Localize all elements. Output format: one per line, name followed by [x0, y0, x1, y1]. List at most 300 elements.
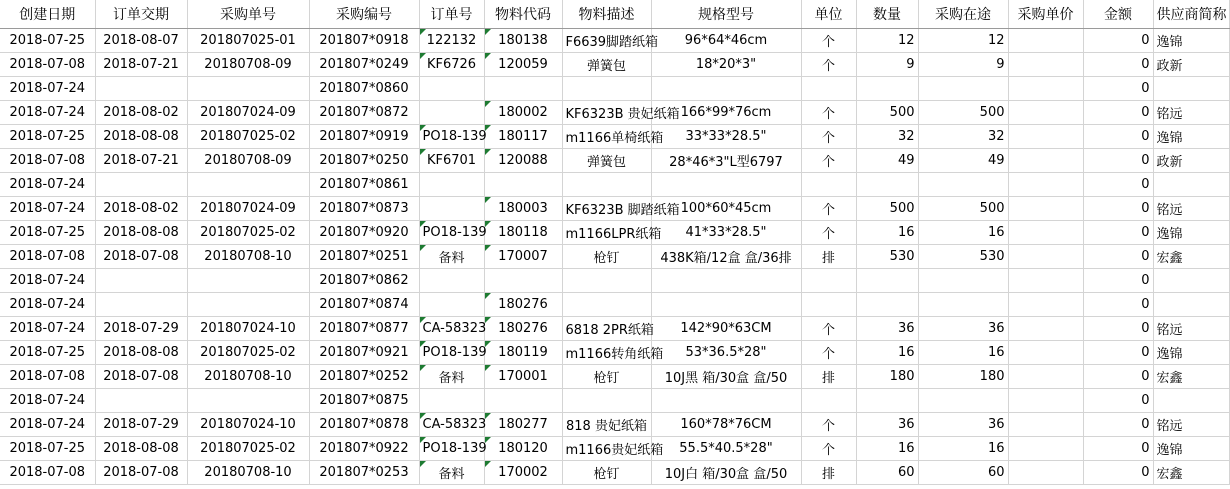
cell-quantity[interactable]: 530	[856, 244, 918, 268]
cell-order-number[interactable]: 备料	[419, 244, 484, 268]
cell-in-transit[interactable]	[918, 388, 1008, 412]
cell-order-number[interactable]: KF6726	[419, 52, 484, 76]
cell-unit[interactable]: 个	[801, 100, 856, 124]
cell-created-date[interactable]: 2018-07-25	[0, 28, 95, 52]
table-row	[0, 28, 1229, 52]
cell-po-code[interactable]: 201807*0873	[309, 196, 419, 220]
cell-po-code[interactable]: 201807*0860	[309, 76, 419, 100]
table-row	[0, 52, 1229, 76]
cell-po-code[interactable]: 201807*0875	[309, 388, 419, 412]
cell-material-desc[interactable]: 枪钉	[562, 364, 651, 388]
cell-due-date[interactable]	[95, 268, 187, 292]
cell-material-code[interactable]: 180138	[484, 28, 562, 52]
cell-supplier[interactable]: 宏鑫	[1153, 244, 1229, 268]
cell-supplier[interactable]: 宏鑫	[1153, 364, 1229, 388]
cell-material-code[interactable]: 180276	[484, 316, 562, 340]
cell-spec[interactable]	[651, 388, 801, 412]
cell-amount[interactable]: 0	[1083, 316, 1153, 340]
cell-material-desc[interactable]: F6639脚踏纸箱	[562, 28, 651, 52]
cell-po-code[interactable]: 201807*0920	[309, 220, 419, 244]
table-row	[0, 388, 1229, 412]
cell-unit-price[interactable]	[1008, 148, 1083, 172]
cell-created-date[interactable]: 2018-07-25	[0, 340, 95, 364]
cell-in-transit[interactable]: 49	[918, 148, 1008, 172]
cell-due-date[interactable]: 2018-08-08	[95, 124, 187, 148]
cell-supplier[interactable]	[1153, 268, 1229, 292]
cell-in-transit[interactable]: 32	[918, 124, 1008, 148]
cell-po-code[interactable]: 201807*0919	[309, 124, 419, 148]
cell-due-date[interactable]: 2018-08-02	[95, 196, 187, 220]
cell-order-number[interactable]: 122132	[419, 28, 484, 52]
cell-supplier[interactable]: 逸锦	[1153, 220, 1229, 244]
cell-created-date[interactable]: 2018-07-24	[0, 412, 95, 436]
cell-po-code[interactable]: 201807*0921	[309, 340, 419, 364]
cell-quantity[interactable]	[856, 388, 918, 412]
cell-material-desc[interactable]: m1166转角纸箱	[562, 340, 651, 364]
cell-in-transit[interactable]: 60	[918, 460, 1008, 484]
cell-unit-price[interactable]	[1008, 100, 1083, 124]
header-unit-price[interactable]: 采购单价	[1008, 0, 1083, 28]
cell-material-code[interactable]: 180277	[484, 412, 562, 436]
cell-amount[interactable]: 0	[1083, 148, 1153, 172]
cell-po-number[interactable]	[187, 292, 309, 316]
cell-created-date[interactable]: 2018-07-25	[0, 436, 95, 460]
cell-due-date[interactable]	[95, 76, 187, 100]
cell-amount[interactable]: 0	[1083, 340, 1153, 364]
cell-in-transit[interactable]	[918, 76, 1008, 100]
cell-order-number[interactable]: PO18-139	[419, 340, 484, 364]
cell-po-number[interactable]	[187, 388, 309, 412]
cell-unit[interactable]: 个	[801, 316, 856, 340]
cell-unit-price[interactable]	[1008, 460, 1083, 484]
cell-material-code[interactable]	[484, 76, 562, 100]
cell-material-code[interactable]: 120088	[484, 148, 562, 172]
cell-po-code[interactable]: 201807*0862	[309, 268, 419, 292]
cell-quantity[interactable]	[856, 172, 918, 196]
cell-quantity[interactable]: 49	[856, 148, 918, 172]
cell-material-desc[interactable]: m1166单椅纸箱	[562, 124, 651, 148]
cell-po-code[interactable]: 201807*0878	[309, 412, 419, 436]
cell-po-code[interactable]: 201807*0874	[309, 292, 419, 316]
cell-supplier[interactable]: 政新	[1153, 148, 1229, 172]
header-spec[interactable]: 规格型号	[651, 0, 801, 28]
cell-due-date[interactable]: 2018-07-08	[95, 364, 187, 388]
cell-order-number[interactable]: PO18-139	[419, 220, 484, 244]
cell-supplier[interactable]: 逸锦	[1153, 124, 1229, 148]
cell-po-number[interactable]: 201807024-09	[187, 100, 309, 124]
cell-material-code[interactable]: 180276	[484, 292, 562, 316]
cell-material-code[interactable]	[484, 268, 562, 292]
table-row	[0, 340, 1229, 364]
cell-order-number[interactable]: CA-58323	[419, 412, 484, 436]
cell-in-transit[interactable]: 12	[918, 28, 1008, 52]
cell-unit[interactable]: 个	[801, 412, 856, 436]
cell-in-transit[interactable]: 36	[918, 316, 1008, 340]
cell-material-desc[interactable]: 枪钉	[562, 244, 651, 268]
cell-quantity[interactable]: 16	[856, 436, 918, 460]
cell-created-date[interactable]: 2018-07-24	[0, 292, 95, 316]
cell-spec[interactable]: 53*36.5*28"	[651, 340, 801, 364]
cell-supplier[interactable]: 逸锦	[1153, 340, 1229, 364]
cell-unit-price[interactable]	[1008, 268, 1083, 292]
cell-spec[interactable]: 10J黑 箱/30盒 盒/50	[651, 364, 801, 388]
cell-material-desc[interactable]	[562, 292, 651, 316]
cell-material-desc[interactable]	[562, 172, 651, 196]
cell-unit-price[interactable]	[1008, 388, 1083, 412]
cell-spec[interactable]: 96*64*46cm	[651, 28, 801, 52]
cell-due-date[interactable]: 2018-08-07	[95, 28, 187, 52]
cell-created-date[interactable]: 2018-07-08	[0, 244, 95, 268]
cell-created-date[interactable]: 2018-07-24	[0, 76, 95, 100]
cell-po-number[interactable]: 201807025-02	[187, 340, 309, 364]
header-supplier[interactable]: 供应商简称	[1153, 0, 1229, 28]
cell-spec[interactable]: 33*33*28.5"	[651, 124, 801, 148]
table-row	[0, 76, 1229, 100]
cell-created-date[interactable]: 2018-07-24	[0, 268, 95, 292]
cell-supplier[interactable]: 政新	[1153, 52, 1229, 76]
table-row	[0, 244, 1229, 268]
cell-unit-price[interactable]	[1008, 220, 1083, 244]
header-amount[interactable]: 金额	[1083, 0, 1153, 28]
cell-unit[interactable]	[801, 172, 856, 196]
cell-in-transit[interactable]	[918, 268, 1008, 292]
cell-unit[interactable]	[801, 292, 856, 316]
cell-in-transit[interactable]	[918, 292, 1008, 316]
cell-order-number[interactable]	[419, 76, 484, 100]
cell-supplier[interactable]: 铭远	[1153, 196, 1229, 220]
cell-in-transit[interactable]: 16	[918, 220, 1008, 244]
cell-in-transit[interactable]	[918, 172, 1008, 196]
cell-amount[interactable]: 0	[1083, 388, 1153, 412]
cell-due-date[interactable]: 2018-07-08	[95, 460, 187, 484]
cell-spec[interactable]: 438K箱/12盒 盒/36排	[651, 244, 801, 268]
header-material-code[interactable]: 物料代码	[484, 0, 562, 28]
cell-unit-price[interactable]	[1008, 172, 1083, 196]
cell-order-number[interactable]	[419, 100, 484, 124]
cell-unit-price[interactable]	[1008, 412, 1083, 436]
cell-po-number[interactable]	[187, 268, 309, 292]
cell-material-desc[interactable]: KF6323B 脚踏纸箱	[562, 196, 651, 220]
header-row	[0, 0, 1229, 28]
cell-amount[interactable]: 0	[1083, 364, 1153, 388]
cell-unit-price[interactable]	[1008, 244, 1083, 268]
cell-order-number[interactable]	[419, 388, 484, 412]
cell-po-code[interactable]: 201807*0251	[309, 244, 419, 268]
cell-amount[interactable]: 0	[1083, 436, 1153, 460]
cell-unit[interactable]: 排	[801, 244, 856, 268]
table-row	[0, 220, 1229, 244]
cell-unit[interactable]: 排	[801, 364, 856, 388]
cell-order-number[interactable]: 备料	[419, 460, 484, 484]
cell-order-number[interactable]: 备料	[419, 364, 484, 388]
cell-spec[interactable]	[651, 172, 801, 196]
table-row	[0, 364, 1229, 388]
cell-unit[interactable]: 个	[801, 148, 856, 172]
cell-supplier[interactable]: 铭远	[1153, 100, 1229, 124]
header-unit[interactable]: 单位	[801, 0, 856, 28]
cell-po-number[interactable]: 201807025-01	[187, 28, 309, 52]
cell-supplier[interactable]	[1153, 76, 1229, 100]
cell-amount[interactable]: 0	[1083, 172, 1153, 196]
cell-supplier[interactable]	[1153, 172, 1229, 196]
cell-quantity[interactable]	[856, 292, 918, 316]
cell-po-number[interactable]: 20180708-09	[187, 52, 309, 76]
cell-created-date[interactable]: 2018-07-24	[0, 172, 95, 196]
cell-unit[interactable]: 个	[801, 52, 856, 76]
cell-unit-price[interactable]	[1008, 52, 1083, 76]
cell-material-desc[interactable]	[562, 76, 651, 100]
cell-quantity[interactable]: 16	[856, 340, 918, 364]
cell-unit-price[interactable]	[1008, 436, 1083, 460]
cell-unit[interactable]: 个	[801, 28, 856, 52]
cell-order-number[interactable]	[419, 172, 484, 196]
cell-material-desc[interactable]: m1166LPR纸箱	[562, 220, 651, 244]
cell-po-number[interactable]: 201807025-02	[187, 436, 309, 460]
cell-supplier[interactable]: 逸锦	[1153, 28, 1229, 52]
cell-amount[interactable]: 0	[1083, 196, 1153, 220]
cell-po-code[interactable]: 201807*0918	[309, 28, 419, 52]
cell-unit-price[interactable]	[1008, 124, 1083, 148]
cell-supplier[interactable]: 逸锦	[1153, 436, 1229, 460]
cell-po-number[interactable]: 201807025-02	[187, 220, 309, 244]
cell-po-code[interactable]: 201807*0249	[309, 52, 419, 76]
cell-created-date[interactable]: 2018-07-24	[0, 196, 95, 220]
cell-unit-price[interactable]	[1008, 340, 1083, 364]
cell-amount[interactable]: 0	[1083, 244, 1153, 268]
cell-amount[interactable]: 0	[1083, 124, 1153, 148]
cell-quantity[interactable]: 500	[856, 196, 918, 220]
cell-quantity[interactable]: 36	[856, 412, 918, 436]
cell-po-number[interactable]: 20180708-10	[187, 244, 309, 268]
cell-unit[interactable]: 个	[801, 340, 856, 364]
header-order-number[interactable]: 订单号	[419, 0, 484, 28]
cell-due-date[interactable]: 2018-07-29	[95, 412, 187, 436]
cell-material-code[interactable]: 180117	[484, 124, 562, 148]
cell-due-date[interactable]	[95, 388, 187, 412]
cell-quantity[interactable]	[856, 268, 918, 292]
cell-order-number[interactable]	[419, 292, 484, 316]
cell-spec[interactable]: 166*99*76cm	[651, 100, 801, 124]
cell-spec[interactable]	[651, 76, 801, 100]
cell-material-desc[interactable]: m1166贵妃纸箱	[562, 436, 651, 460]
cell-quantity[interactable]: 16	[856, 220, 918, 244]
cell-in-transit[interactable]: 180	[918, 364, 1008, 388]
cell-material-code[interactable]: 170001	[484, 364, 562, 388]
cell-unit[interactable]	[801, 76, 856, 100]
cell-material-code[interactable]: 180003	[484, 196, 562, 220]
cell-amount[interactable]: 0	[1083, 100, 1153, 124]
cell-order-number[interactable]: PO18-139	[419, 436, 484, 460]
cell-po-number[interactable]	[187, 172, 309, 196]
cell-amount[interactable]: 0	[1083, 28, 1153, 52]
cell-in-transit[interactable]: 16	[918, 436, 1008, 460]
header-in-transit[interactable]: 采购在途	[918, 0, 1008, 28]
cell-unit-price[interactable]	[1008, 292, 1083, 316]
cell-material-desc[interactable]: 818 贵妃纸箱	[562, 412, 651, 436]
cell-unit[interactable]: 个	[801, 196, 856, 220]
cell-po-number[interactable]: 20180708-10	[187, 364, 309, 388]
cell-material-desc[interactable]: 弹簧包	[562, 52, 651, 76]
cell-unit-price[interactable]	[1008, 28, 1083, 52]
cell-order-number[interactable]	[419, 268, 484, 292]
cell-material-desc[interactable]: 6818 2PR纸箱	[562, 316, 651, 340]
cell-order-number[interactable]: CA-58323	[419, 316, 484, 340]
cell-in-transit[interactable]: 500	[918, 196, 1008, 220]
cell-spec[interactable]: 100*60*45cm	[651, 196, 801, 220]
cell-spec[interactable]	[651, 268, 801, 292]
cell-amount[interactable]: 0	[1083, 76, 1153, 100]
cell-po-number[interactable]: 201807024-09	[187, 196, 309, 220]
cell-spec[interactable]: 142*90*63CM	[651, 316, 801, 340]
cell-spec[interactable]: 28*46*3"L型6797	[651, 148, 801, 172]
table-row	[0, 460, 1229, 484]
cell-created-date[interactable]: 2018-07-24	[0, 316, 95, 340]
cell-po-code[interactable]: 201807*0253	[309, 460, 419, 484]
cell-material-desc[interactable]: KF6323B 贵妃纸箱	[562, 100, 651, 124]
header-quantity[interactable]: 数量	[856, 0, 918, 28]
cell-supplier[interactable]: 铭远	[1153, 316, 1229, 340]
cell-material-code[interactable]: 180120	[484, 436, 562, 460]
cell-material-desc[interactable]	[562, 388, 651, 412]
cell-spec[interactable]: 10J白 箱/30盒 盒/50	[651, 460, 801, 484]
cell-material-code[interactable]: 170007	[484, 244, 562, 268]
cell-amount[interactable]: 0	[1083, 220, 1153, 244]
cell-material-code[interactable]: 170002	[484, 460, 562, 484]
cell-quantity[interactable]: 12	[856, 28, 918, 52]
cell-unit-price[interactable]	[1008, 364, 1083, 388]
cell-created-date[interactable]: 2018-07-25	[0, 124, 95, 148]
cell-quantity[interactable]: 180	[856, 364, 918, 388]
cell-due-date[interactable]: 2018-08-08	[95, 340, 187, 364]
cell-in-transit[interactable]: 36	[918, 412, 1008, 436]
cell-material-desc[interactable]: 弹簧包	[562, 148, 651, 172]
cell-supplier[interactable]	[1153, 388, 1229, 412]
cell-in-transit[interactable]: 500	[918, 100, 1008, 124]
cell-unit[interactable]: 排	[801, 460, 856, 484]
cell-po-code[interactable]: 201807*0861	[309, 172, 419, 196]
cell-due-date[interactable]: 2018-08-02	[95, 100, 187, 124]
cell-due-date[interactable]: 2018-07-21	[95, 148, 187, 172]
cell-material-code[interactable]: 120059	[484, 52, 562, 76]
cell-material-desc[interactable]	[562, 268, 651, 292]
cell-order-number[interactable]: PO18-139	[419, 124, 484, 148]
table-body	[0, 28, 1229, 484]
cell-amount[interactable]: 0	[1083, 412, 1153, 436]
cell-unit[interactable]: 个	[801, 436, 856, 460]
cell-po-code[interactable]: 201807*0922	[309, 436, 419, 460]
cell-unit[interactable]	[801, 388, 856, 412]
cell-supplier[interactable]: 宏鑫	[1153, 460, 1229, 484]
cell-created-date[interactable]: 2018-07-25	[0, 220, 95, 244]
cell-amount[interactable]: 0	[1083, 52, 1153, 76]
table-row	[0, 316, 1229, 340]
cell-material-desc[interactable]: 枪钉	[562, 460, 651, 484]
cell-unit[interactable]	[801, 268, 856, 292]
table-row	[0, 412, 1229, 436]
cell-spec[interactable]: 160*78*76CM	[651, 412, 801, 436]
cell-due-date[interactable]: 2018-07-08	[95, 244, 187, 268]
cell-material-code[interactable]: 180119	[484, 340, 562, 364]
cell-po-number[interactable]: 201807025-02	[187, 124, 309, 148]
cell-created-date[interactable]: 2018-07-24	[0, 100, 95, 124]
cell-due-date[interactable]: 2018-07-21	[95, 52, 187, 76]
cell-created-date[interactable]: 2018-07-08	[0, 460, 95, 484]
cell-po-code[interactable]: 201807*0250	[309, 148, 419, 172]
cell-supplier[interactable]: 铭远	[1153, 412, 1229, 436]
cell-spec[interactable]	[651, 292, 801, 316]
cell-po-code[interactable]: 201807*0252	[309, 364, 419, 388]
header-material-desc[interactable]: 物料描述	[562, 0, 651, 28]
header-due-date[interactable]: 订单交期	[95, 0, 187, 28]
cell-material-code[interactable]: 180118	[484, 220, 562, 244]
cell-due-date[interactable]: 2018-07-29	[95, 316, 187, 340]
cell-in-transit[interactable]: 530	[918, 244, 1008, 268]
table-row	[0, 196, 1229, 220]
cell-po-code[interactable]: 201807*0877	[309, 316, 419, 340]
table-row	[0, 268, 1229, 292]
cell-supplier[interactable]	[1153, 292, 1229, 316]
table-row	[0, 148, 1229, 172]
cell-material-code[interactable]	[484, 388, 562, 412]
cell-quantity[interactable]: 32	[856, 124, 918, 148]
cell-po-number[interactable]: 20180708-09	[187, 148, 309, 172]
cell-unit-price[interactable]	[1008, 196, 1083, 220]
cell-unit-price[interactable]	[1008, 316, 1083, 340]
cell-spec[interactable]: 55.5*40.5*28"	[651, 436, 801, 460]
cell-order-number[interactable]: KF6701	[419, 148, 484, 172]
table-row	[0, 172, 1229, 196]
cell-spec[interactable]: 18*20*3"	[651, 52, 801, 76]
cell-created-date[interactable]: 2018-07-24	[0, 388, 95, 412]
cell-quantity[interactable]: 9	[856, 52, 918, 76]
cell-created-date[interactable]: 2018-07-08	[0, 52, 95, 76]
cell-quantity[interactable]: 60	[856, 460, 918, 484]
cell-unit[interactable]: 个	[801, 124, 856, 148]
header-po-code[interactable]: 采购编号	[309, 0, 419, 28]
header-po-number[interactable]: 采购单号	[187, 0, 309, 28]
cell-unit-price[interactable]	[1008, 76, 1083, 100]
table-row	[0, 436, 1229, 460]
cell-po-code[interactable]: 201807*0872	[309, 100, 419, 124]
cell-in-transit[interactable]: 16	[918, 340, 1008, 364]
table-row	[0, 292, 1229, 316]
cell-amount[interactable]: 0	[1083, 460, 1153, 484]
cell-quantity[interactable]: 500	[856, 100, 918, 124]
cell-material-code[interactable]: 180002	[484, 100, 562, 124]
cell-quantity[interactable]	[856, 76, 918, 100]
cell-amount[interactable]: 0	[1083, 292, 1153, 316]
cell-order-number[interactable]	[419, 196, 484, 220]
cell-in-transit[interactable]: 9	[918, 52, 1008, 76]
cell-due-date[interactable]	[95, 172, 187, 196]
cell-po-number[interactable]	[187, 76, 309, 100]
cell-quantity[interactable]: 36	[856, 316, 918, 340]
cell-due-date[interactable]: 2018-08-08	[95, 220, 187, 244]
cell-spec[interactable]: 41*33*28.5"	[651, 220, 801, 244]
cell-created-date[interactable]: 2018-07-08	[0, 364, 95, 388]
cell-unit[interactable]: 个	[801, 220, 856, 244]
cell-due-date[interactable]: 2018-08-08	[95, 436, 187, 460]
cell-po-number[interactable]: 20180708-10	[187, 460, 309, 484]
header-created-date[interactable]: 创建日期	[0, 0, 95, 28]
cell-po-number[interactable]: 201807024-10	[187, 412, 309, 436]
cell-created-date[interactable]: 2018-07-08	[0, 148, 95, 172]
cell-material-code[interactable]	[484, 172, 562, 196]
cell-due-date[interactable]	[95, 292, 187, 316]
cell-amount[interactable]: 0	[1083, 268, 1153, 292]
cell-po-number[interactable]: 201807024-10	[187, 316, 309, 340]
table-row	[0, 124, 1229, 148]
